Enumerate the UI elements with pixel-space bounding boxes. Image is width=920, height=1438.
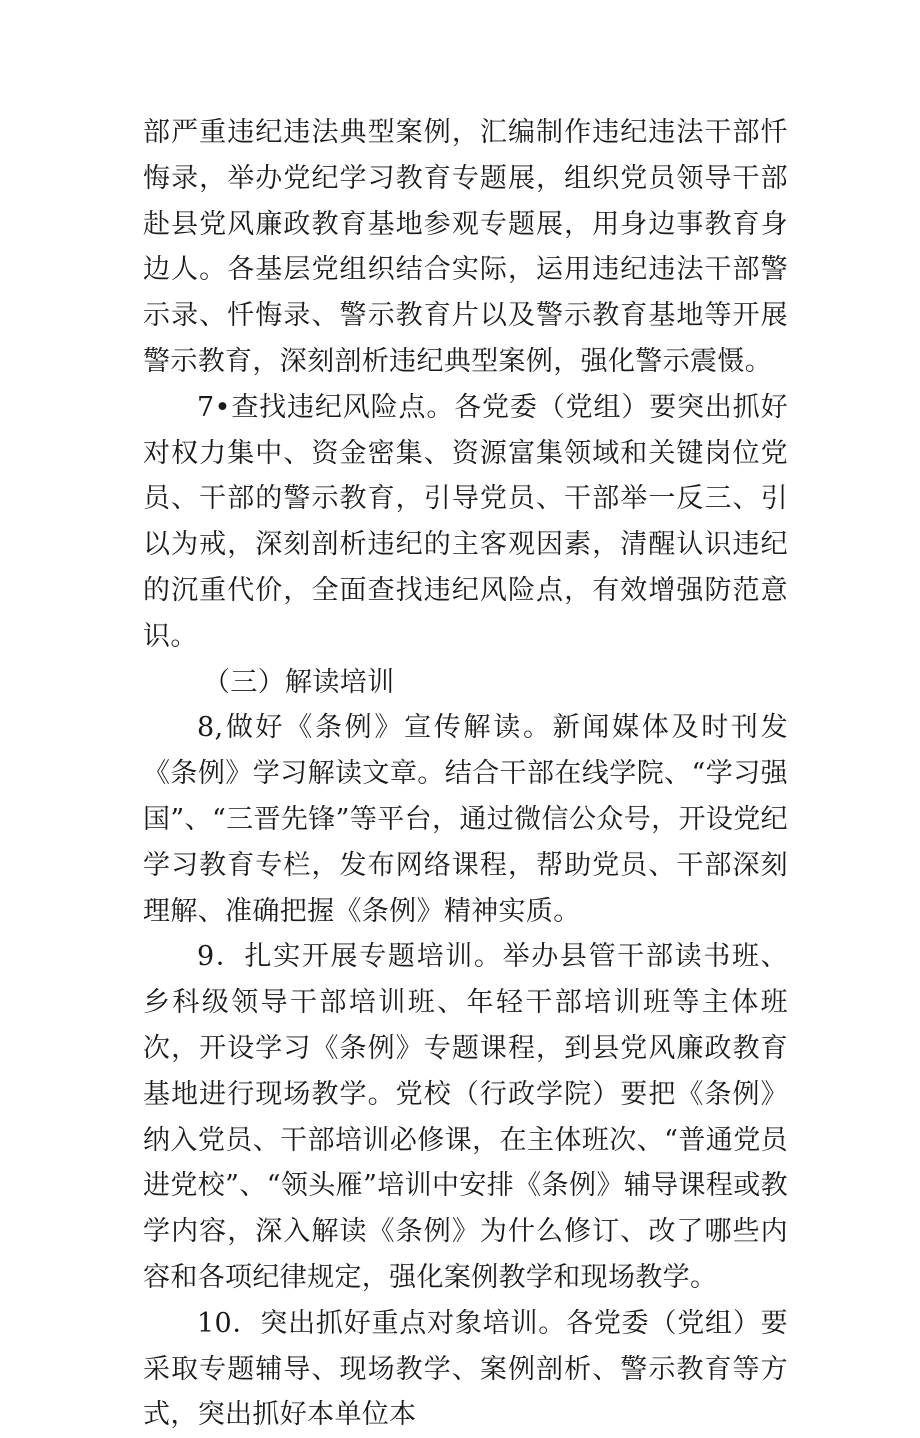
document-body (143, 110, 788, 1438)
paragraph-continuation: 部严重违纪违法典型案例，汇编制作违纪违法干部忏悔录，举办党纪学习教育专题展，组织党员领导干部赴县党风廉政教育基地参观专题展，用身边事教育身边人。各基层党组织结合实际，运用违纪违法干部警示录、忏悔录、警示教育片以及警示教育基地等开展警示教育，深刻剖析违纪典型案例，强化警示震慑。 (143, 117, 788, 377)
paragraph-item-10: 10．突出抓好重点对象培训。各党委（党组）要采取专题辅导、现场教学、案例剖析、警示教育等方式，突出抓好本单位本 (143, 1307, 788, 1431)
paragraph-item-7: 7•查找违纪风险点。各党委（党组）要突出抓好对权力集中、资金密集、资源富集领域和关键岗位党员、干部的警示教育，引导党员、干部举一反三、引以为戒，深刻剖析违纪的主客观因素，清醒认识违纪的沉重代价，全面查找违纪风险点，有效增强防范意识。 (143, 391, 788, 652)
section-heading: （三）解读培训 (203, 666, 395, 698)
paragraph-item-9: 9．扎实开展专题培训。举办县管干部读书班、乡科级领导干部培训班、年轻干部培训班等主体班次，开设学习《条例》专题课程，到县党风廉政教育基地进行现场教学。党校（行政学院）要把《条例》纳入党员、干部培训必修课，在主体班次、“普通党员进党校”、“领头雁”培训中安排《条例》辅导课程或教学内容，深入解读《条例》为什么修订、改了哪些内容和各项纪律规定，强化案例教学和现场教学。 (143, 941, 788, 1293)
paragraph-item-8: 8,做好《条例》宣传解读。新闻媒体及时刊发《条例》学习解读文章。结合干部在线学院、“学习强国”、“三晋先锋”等平台，通过微信公众号，开设党纪学习教育专栏，发布网络课程，帮助党员、干部深刻理解、准确把握《条例》精神实质。 (143, 712, 788, 927)
